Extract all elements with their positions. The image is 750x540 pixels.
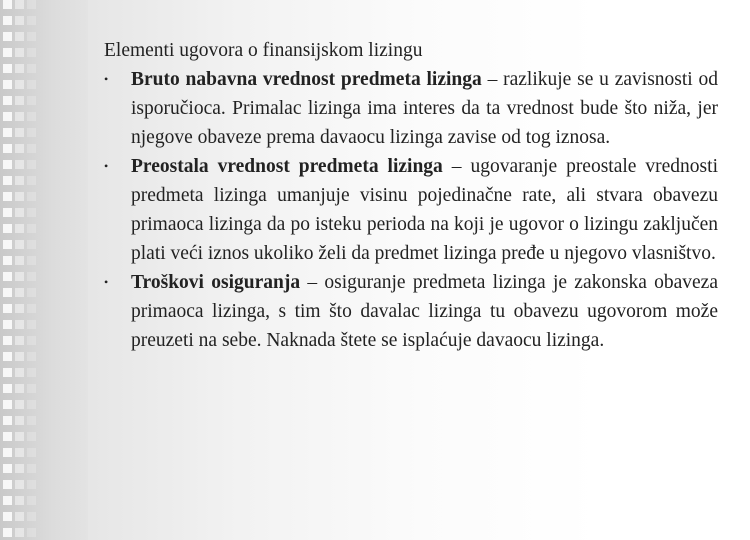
bullet-list: [104, 65, 718, 355]
item-term: Bruto nabavna vrednost predmeta lizinga: [131, 69, 482, 90]
bullet-icon: •: [104, 159, 109, 173]
slide-heading: Elementi ugovora o finansijskom lizingu: [104, 40, 423, 61]
list-item: [104, 268, 718, 355]
decorative-squares-column: [3, 0, 12, 540]
slide-content: [104, 36, 718, 355]
list-item: [104, 152, 718, 268]
item-term: Preostala vrednost predmeta lizinga: [131, 156, 443, 177]
item-text: – ugovaranje preostale vrednosti predmeta lizinga umanjuje visinu pojedinačne rate, ali stvara obavezu primaoca lizinga da po isteku perioda na koji je ugovor o lizingu zaključen plati veći iznos ukoliko želi da predmet lizinga pređe u njegovo vlasništvo.: [131, 156, 718, 264]
item-term: Troškovi osiguranja: [131, 272, 301, 293]
item-text: – razlikuje se u zavisnosti od isporučioca. Primalac lizinga ima interes da ta vrednost bude što niža, jer njegove obaveze prema davaocu lizinga zavise od tog iznosa.: [131, 69, 719, 148]
decorative-squares-column: [27, 0, 36, 540]
item-text: – osiguranje predmeta lizinga je zakonska obaveza primaoca lizinga, s tim što davalac lizinga tu obavezu ugovorom može preuzeti na sebe. Naknada štete se isplaćuje davaocu lizinga.: [131, 272, 718, 351]
decorative-side-band: [0, 0, 88, 540]
decorative-squares-column: [15, 0, 24, 540]
bullet-icon: •: [104, 72, 109, 86]
bullet-icon: •: [104, 275, 109, 289]
list-item: [104, 65, 718, 152]
